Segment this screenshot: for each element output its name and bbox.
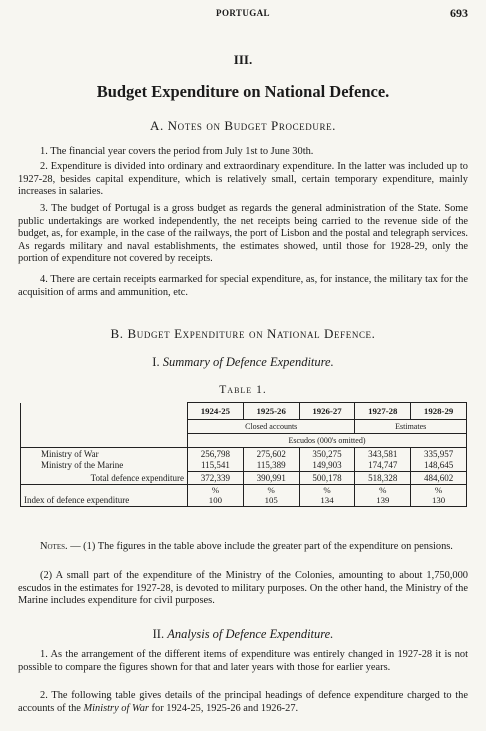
note-3-number: 3. [40, 203, 48, 214]
total-cell: 484,602 [411, 472, 467, 485]
budget-table [20, 402, 467, 507]
total-cell: 500,178 [299, 472, 355, 485]
subsection-1-number: I. [152, 355, 160, 369]
running-head: PORTUGAL [216, 8, 270, 18]
analysis-1-number: 1. [40, 649, 48, 660]
table-cell: 335,957 148,645 [411, 448, 467, 472]
index-cell: % 105 [243, 485, 299, 507]
note-1-number: 1. [40, 146, 48, 157]
section-a-heading: A. Notes on Budget Procedure. [149, 118, 337, 133]
index-cell: % 134 [299, 485, 355, 507]
year-header: 1927-28 [355, 403, 411, 420]
table-title: Table 1. [219, 384, 267, 396]
note-2-number: 2. [40, 161, 48, 172]
row-label-group [21, 448, 188, 472]
note-4-text: There are certain receipts earmarked for special expenditure, as, for instance, the military tax for the acquisition of arms and ammunition, etc. [18, 274, 468, 298]
table-corner [21, 403, 188, 448]
analysis-1 [18, 649, 468, 674]
year-header: 1925-26 [243, 403, 299, 420]
section-b-heading: B. Budget Expenditure on National Defence. [110, 326, 376, 341]
analysis-2-text-italic: Ministry of War [83, 702, 149, 714]
note-3-text: The budget of Portugal is a gross budget as regards the general administration of the State. Some public undertakings are worked independently, the net receipts being carried to the revenue side of the budget, as, for example, in the case of the railways, the port of Lisbon and the postal and telegraph services. As regards military and naval establishments, the estimates showed, until those for 1928-29, only the portion of expenditure not covered by receipts. [18, 203, 468, 265]
note-4-number: 4. [40, 274, 48, 285]
table-cell: 275,602 115,389 [243, 448, 299, 472]
total-cell: 518,328 [355, 472, 411, 485]
total-cell: 390,991 [243, 472, 299, 485]
subsection-1-heading [0, 355, 486, 370]
table-note-2-number: (2) [40, 570, 53, 581]
analysis-2-text-b: for 1924-25, 1925-26 and 1926-27. [148, 702, 299, 714]
note-4 [18, 274, 468, 299]
analysis-2 [18, 690, 468, 715]
subsection-2-title: Analysis of Defence Expenditure. [167, 627, 334, 641]
table-cell: 350,275 149,903 [299, 448, 355, 472]
table-note-2 [18, 570, 468, 608]
year-header: 1928-29 [411, 403, 467, 420]
group-closed-accounts: Closed accounts [188, 420, 355, 434]
group-estimates: Estimates [355, 420, 467, 434]
table-cell: 256,798 115,541 [188, 448, 244, 472]
page-number: 693 [450, 6, 468, 20]
subsection-2-heading [0, 627, 486, 642]
table-note-2-text: A small part of the expenditure of the Ministry of the Colonies, amounting to about 1,750,000 escudos in the estimates for 1927-28, is devoted to military purposes. On the other hand, the Ministry of the Marine includes expenditure for civil purposes. [18, 570, 468, 607]
table-notes-lead: Notes. — (1) [40, 541, 96, 552]
analysis-2-text-a: The following table gives details of the principal headings of defence expenditure charged to the accounts of the [18, 690, 468, 714]
table-note-1 [18, 541, 468, 554]
chapter-number: III. [233, 52, 253, 67]
row-label-war: Ministry of War [41, 449, 99, 460]
note-2-text: Expenditure is divided into ordinary and extraordinary expenditure. In the latter was included up to 1927-28, besides capital expenditure, which is relatively small, certain temporary expenditure, mainly increases in salaries. [18, 161, 468, 198]
note-3 [18, 203, 468, 266]
note-1-text: The financial year covers the period from July 1st to June 30th. [50, 146, 314, 157]
unit-label: Escudos (000's omitted) [188, 434, 467, 448]
index-cell: % 130 [411, 485, 467, 507]
page-title: Budget Expenditure on National Defence. [96, 82, 390, 101]
year-header: 1926-27 [299, 403, 355, 420]
note-2 [18, 161, 468, 199]
analysis-2-number: 2. [40, 690, 48, 701]
table-note-1-text: The figures in the table above include the greater part of the expenditure on pensions. [97, 541, 453, 552]
year-header: 1924-25 [188, 403, 244, 420]
index-row-label: Index of defence expenditure [21, 485, 188, 507]
note-1 [18, 146, 468, 159]
subsection-1-title: Summary of Defence Expenditure. [162, 355, 334, 369]
index-cell: % 139 [355, 485, 411, 507]
row-label-marine: Ministry of the Marine [41, 459, 124, 470]
total-cell: 372,339 [188, 472, 244, 485]
analysis-1-text: As the arrangement of the different items of expenditure was entirely changed in 1927-28 it is not possible to compare the figures shown for that and later years with those for earlier years. [18, 649, 469, 673]
index-cell: % 100 [188, 485, 244, 507]
total-row-label: Total defence expenditure [21, 472, 188, 485]
subsection-2-number: II. [152, 627, 165, 641]
table-cell: 343,581 174,747 [355, 448, 411, 472]
